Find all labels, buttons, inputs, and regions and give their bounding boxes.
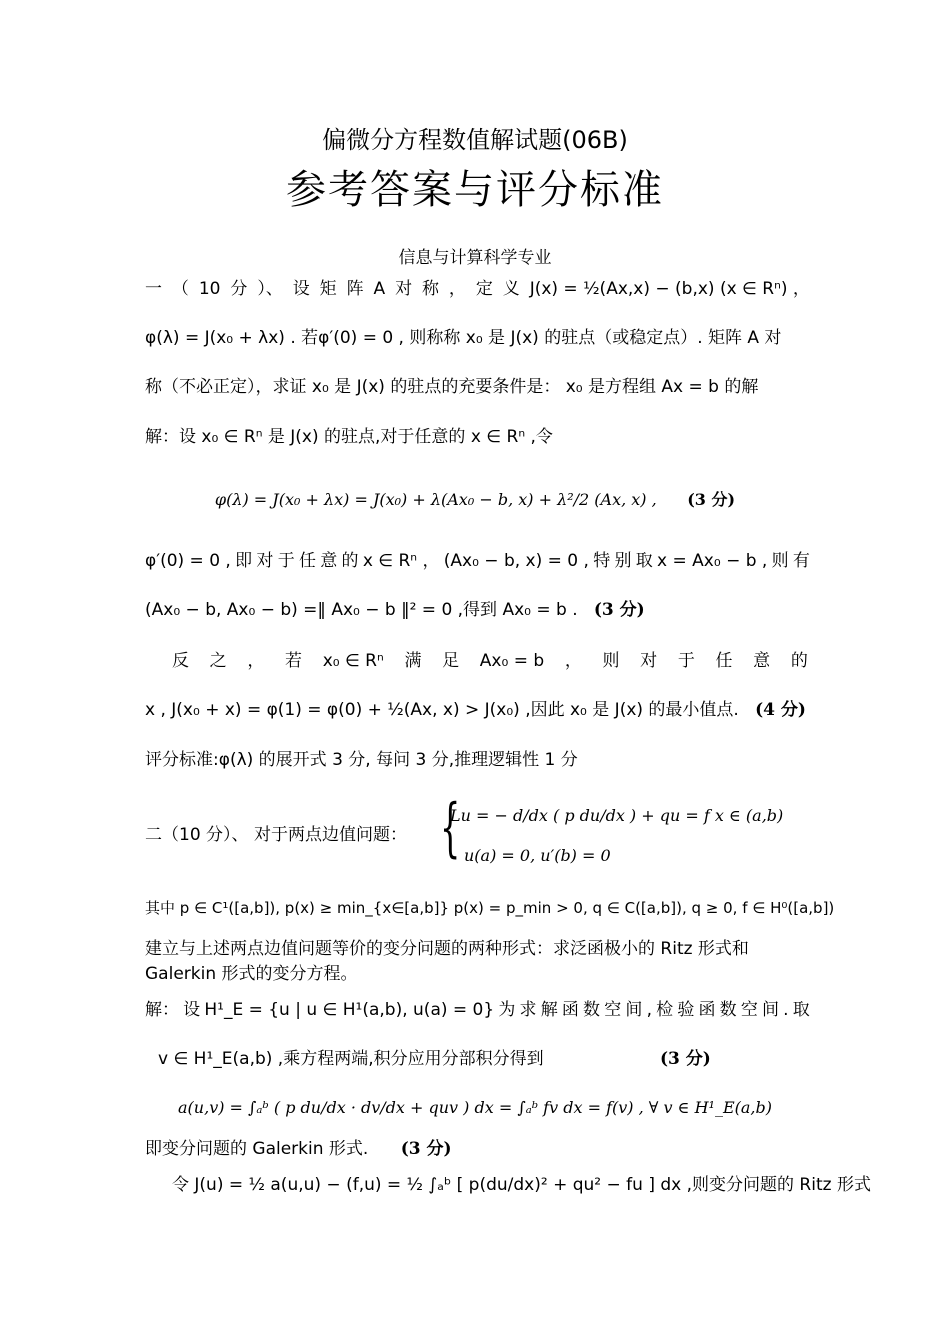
q1-line6-text: (Ax₀ − b, Ax₀ − b) =‖ Ax₀ − b ‖² = 0 ,得到 Ax₀ = b . bbox=[145, 600, 578, 620]
q2-solution4: 令 J(u) = ½ a(u,u) − (f,u) = ½ ∫ₐᵇ [ p(du/dx)² + qu² − fu ] dx ,则变分问题的 Ritz 形式 bbox=[172, 1175, 871, 1195]
q1-line5-token: (Ax₀ − b, x) = 0 , bbox=[443, 551, 589, 571]
q1-line5-token: 的 bbox=[341, 551, 359, 571]
q1-line2: φ(λ) = J(x₀ + λx) . 若φ′(0) = 0 , 则称称 x₀ 是 J(x) 的驻点（或稳定点）. 矩阵 A 对 bbox=[145, 328, 782, 348]
q1-line5-token: 别 bbox=[614, 551, 632, 571]
q2-solution1-token: 空 bbox=[604, 1000, 622, 1020]
q2-solution1-token: 设 bbox=[183, 1000, 201, 1020]
q1-line1-token: 称 bbox=[422, 279, 439, 299]
q1-line1-token: ）、 bbox=[257, 279, 283, 299]
q1-line7-token: 则 bbox=[602, 651, 620, 671]
q1-line7-token: 意 bbox=[753, 651, 771, 671]
q1-line1-token: 一 bbox=[145, 279, 162, 299]
q2-conditions: 其中 p ∈ C¹([a,b]), p(x) ≥ min_{x∈[a,b]} p(x) = p_min > 0, q ∈ C([a,b]), q ≥ 0, f ∈ H⁰([a,b]) bbox=[145, 899, 835, 917]
q2-solution1-token: H¹_E = {u | u ∈ H¹(a,b), u(a) = 0} bbox=[204, 1000, 495, 1020]
q2-solution1-token: 取 bbox=[792, 1000, 810, 1020]
q1-line7-token: ， bbox=[564, 651, 582, 671]
q1-line7-token: Ax₀ = b bbox=[479, 651, 545, 671]
q1-line5-token: 则 bbox=[771, 551, 789, 571]
q2-solution1-token: 数 bbox=[583, 1000, 601, 1020]
q1-line1-token: 定 bbox=[475, 279, 493, 299]
q2-solution1 bbox=[145, 998, 810, 1022]
q2-solution3 bbox=[145, 1137, 810, 1161]
q2-task2: Galerkin 形式的变分方程。 bbox=[145, 964, 358, 984]
q2-boundary-conditions: u(a) = 0, u′(b) = 0 bbox=[464, 846, 611, 865]
q2-solution3-points: (3 分) bbox=[400, 1139, 452, 1159]
q1-line8 bbox=[145, 698, 810, 722]
q2-intro: 二（10 分）、 对于两点边值问题： bbox=[145, 825, 407, 845]
q2-solution1-token: 求 bbox=[519, 1000, 537, 1020]
q1-line7-token: 之 bbox=[209, 651, 227, 671]
q1-line1-token: 矩 bbox=[319, 279, 337, 299]
q1-line5-token: 意 bbox=[320, 551, 338, 571]
q1-line8-points: (4 分) bbox=[755, 700, 806, 720]
q1-line5-token: x ∈ Rⁿ ， bbox=[362, 551, 440, 571]
q1-line5-token: 取 bbox=[635, 551, 653, 571]
q1-line1-token: 义 bbox=[502, 279, 520, 299]
q2-task1: 建立与上述两点边值问题等价的变分问题的两种形式：求泛函极小的 Ritz 形式和 bbox=[145, 939, 749, 959]
answer-title: 参考答案与评分标准 bbox=[286, 167, 664, 213]
q1-line1-token: （ bbox=[171, 279, 189, 299]
q1-line7-token: x₀ ∈ Rⁿ bbox=[322, 651, 384, 671]
q1-line1-token: 10 bbox=[198, 279, 221, 299]
q2-solution1-token: , bbox=[646, 1000, 652, 1020]
q2-solution1-token: 函 bbox=[698, 1000, 716, 1020]
q1-line7-token: 反 bbox=[172, 651, 189, 671]
q2-solution1-token: 间 bbox=[625, 1000, 643, 1020]
q1-line1-token: J(x) = ½(Ax,x) − (b,x) (x ∈ Rⁿ) ， bbox=[529, 279, 810, 299]
exam-title: 偏微分方程数值解试题(06B) bbox=[322, 126, 628, 154]
q1-line7-token: 于 bbox=[677, 651, 695, 671]
q1-line1-token: ， bbox=[448, 279, 466, 299]
q2-solution1-token: 检 bbox=[656, 1000, 674, 1020]
q1-line5-token: 特 bbox=[593, 551, 611, 571]
q1-line7-token: 的 bbox=[790, 651, 808, 671]
q2-galerkin-equation: a(u,v) = ∫ₐᵇ ( p du/dx · dv/dx + quv ) dx = ∫ₐᵇ fv dx = f(v) , ∀ v ∈ H¹_E(a,b) bbox=[178, 1098, 772, 1117]
q1-line5-token: 于 bbox=[277, 551, 295, 571]
q1-equation1-points: (3 分) bbox=[687, 490, 736, 509]
q1-line1-token: 设 bbox=[292, 279, 310, 299]
q1-line7-token: 足 bbox=[442, 651, 460, 671]
q2-solution1-token: . bbox=[783, 1000, 789, 1020]
q2-solution1-token: 解 bbox=[540, 1000, 558, 1020]
q2-solution1-token: 解： bbox=[145, 1000, 179, 1020]
q1-line6-points: (3 分) bbox=[593, 600, 645, 620]
q1-line1-token: 分 bbox=[230, 279, 248, 299]
q1-grading: 评分标准:φ(λ) 的展开式 3 分, 每问 3 分,推理逻辑性 1 分 bbox=[145, 750, 578, 770]
q2-solution1-token: 函 bbox=[561, 1000, 579, 1020]
q2-solution2-points: (3 分) bbox=[660, 1049, 711, 1069]
q2-solution1-token: 间 bbox=[762, 1000, 779, 1020]
q1-equation1-text: φ(λ) = J(x₀ + λx) = J(x₀) + λ(Ax₀ − b, x) + λ²/2 (Ax, x) , bbox=[214, 490, 657, 509]
q1-line1-token: 阵 bbox=[346, 279, 364, 299]
q1-line7-token: 若 bbox=[285, 651, 303, 671]
q1-line1-token: 对 bbox=[395, 279, 413, 299]
q1-line5 bbox=[145, 549, 810, 573]
major-subtitle: 信息与计算科学专业 bbox=[398, 248, 552, 268]
q1-line8-text: x , J(x₀ + x) = φ(1) = φ(0) + ½(Ax, x) > J(x₀) ,因此 x₀ 是 J(x) 的最小值点. bbox=[145, 700, 739, 720]
q2-solution3-text: 即变分问题的 Galerkin 形式. bbox=[145, 1139, 369, 1159]
q2-solution1-token: 数 bbox=[719, 1000, 737, 1020]
q2-equation: Lu = − d/dx ( p du/dx ) + qu = f x ∈ (a,b) bbox=[450, 806, 784, 825]
q1-line1-token: A bbox=[373, 279, 386, 299]
q2-solution1-token: 验 bbox=[677, 1000, 695, 1020]
q1-line7-token: 对 bbox=[640, 651, 658, 671]
q1-line7-token: 任 bbox=[715, 651, 733, 671]
q1-line6 bbox=[145, 598, 810, 622]
q1-equation1 bbox=[0, 488, 950, 512]
q1-line3: 称（不必正定），求证 x₀ 是 J(x) 的驻点的充要条件是： x₀ 是方程组 Ax = b 的解 bbox=[145, 377, 759, 397]
q2-solution1-token: 空 bbox=[740, 1000, 758, 1020]
q1-line5-token: 即 bbox=[235, 551, 253, 571]
q2-solution2-text: v ∈ H¹_E(a,b) ,乘方程两端,积分应用分部积分得到 bbox=[158, 1049, 544, 1069]
q1-line5-token: 有 bbox=[792, 551, 810, 571]
q1-line7 bbox=[172, 649, 808, 673]
q1-line5-token: x = Ax₀ − b , bbox=[657, 551, 768, 571]
q2-solution2 bbox=[158, 1047, 823, 1071]
brace-symbol: { bbox=[440, 791, 461, 865]
q1-line5-token: 对 bbox=[256, 551, 274, 571]
q1-line7-token: ， bbox=[247, 651, 265, 671]
q1-line5-token: φ′(0) = 0 , bbox=[145, 551, 231, 571]
q1-line4: 解：设 x₀ ∈ Rⁿ 是 J(x) 的驻点,对于任意的 x ∈ Rⁿ ,令 bbox=[145, 427, 553, 447]
q2-solution1-token: 为 bbox=[498, 1000, 516, 1020]
q1-line1 bbox=[145, 277, 810, 301]
q1-line5-token: 任 bbox=[298, 551, 316, 571]
q1-line7-token: 满 bbox=[404, 651, 422, 671]
